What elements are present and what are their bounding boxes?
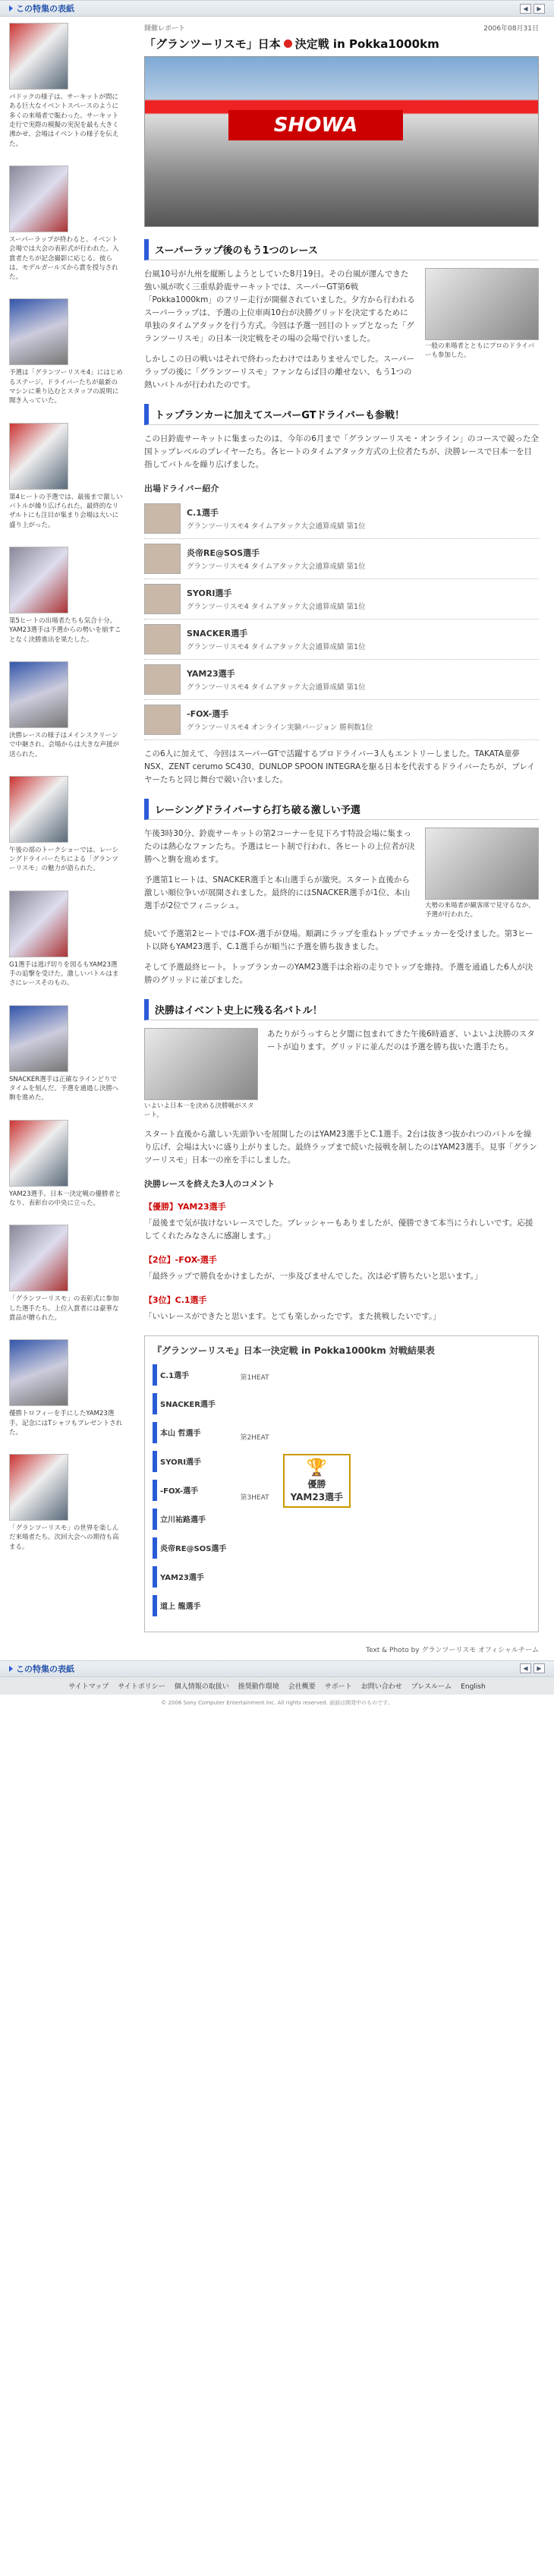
figure: いよいよ日本一を決める決勝戦がスタート。 bbox=[144, 1028, 258, 1121]
sidebar-photo-item: 決勝レースの様子はメインスクリーンで中継され、会場からは大きな声援が送られた。 bbox=[9, 661, 123, 759]
driver-item: 炎帝RE@SOS選手 グランツーリスモ4 タイムアタック大会通算成績 第1位 bbox=[144, 539, 539, 579]
photo bbox=[9, 661, 68, 728]
quotes-heading: 決勝レースを終えた3人のコメント bbox=[144, 1178, 275, 1189]
sidebar-photo-item: 予選は「グランツーリスモ4」にはじめるステージ、ドライバーたちが最新のマシンに乗り込むとスタッフの説明に聞き入っていた。 bbox=[9, 298, 123, 405]
hero-photo: SHOWA bbox=[144, 56, 539, 227]
feature-cover-link[interactable]: この特集の表紙 bbox=[9, 1663, 74, 1675]
footer-link[interactable]: サイトポリシー bbox=[118, 1682, 165, 1691]
report-label: 開催レポート bbox=[144, 25, 186, 33]
bracket-entry: C.1選手 bbox=[153, 1364, 226, 1386]
footer-link[interactable]: お問い合わせ bbox=[360, 1682, 402, 1691]
footer-link[interactable]: 個人情報の取扱い bbox=[174, 1682, 229, 1691]
section-heading: トップランカーに加えてスーパーGTドライバーも参戦！ bbox=[144, 404, 539, 425]
footer-link[interactable]: サポート bbox=[324, 1682, 352, 1691]
photo bbox=[9, 891, 68, 957]
sidebar bbox=[9, 23, 123, 1660]
page-title: 「グランツーリスモ」日本 決定戦 in Pokka1000km bbox=[144, 37, 439, 51]
driver-photo bbox=[144, 624, 181, 654]
next-button[interactable]: ▶ bbox=[534, 1663, 545, 1673]
arrow-icon bbox=[9, 1666, 13, 1672]
arrow-icon bbox=[9, 5, 13, 11]
next-button[interactable]: ▶ bbox=[534, 4, 545, 14]
section-heading: 決勝はイベント史上に残る名バトル！ bbox=[144, 999, 539, 1020]
main-content: 開催レポート 2006年08月31日 「グランツーリスモ」日本 決定戦 in Pokka1000km SHOWA スーパーラップ後のもう1つのレース 台風10号が九州を縦断しようとしていた8月19日。その台風が運んできた強い風が吹く三重県鈴鹿サーキットでは、スーパーGT第6戦「Pokka1000km」のフリー走行が開催されていました。夕方から行われるスーパーラップは、予選の上位車両10台が決勝グリッドを決定するために単独のタイムアタックを行う方式。今回は予選一回目のトップとなった「グランツーリスモ」の日本一決定戦をその場の会場で行いました。 しかしこの日の戦いはそれで終わったわけではありませんでした。スーパーラップの後に「グランツーリスモ」ファンならば目の離せない、もう1つの熱いバトルが行われたのです。 一般の来場者とともにプロのドライバーも参加した。 トップランカーに加えてスーパーGTドライバーも参戦！ この日鈴鹿サーキットに集まったのは、今年の6月まで「グランツーリスモ・オンライン」のコースで競った全国トップレベルのプレイヤーたち。各ヒートのタイムアタック方式の上位者たちが、決勝レースで日本一を目指してバトルを繰り広げました。 出場ドライバー紹介 C.1選手 グランツーリスモ4 タイムアタック大会通算成績 第1位 炎帝RE@SOS選手 グランツーリスモ4 タイムアタック大会通算成績 第1位 SYORI選手 グランツーリスモ4 タイムアタック大会通算成績 第1位 SNACKER選手 グランツーリスモ4 タイムアタック大会通算成績 第1位 YAM23選手 グランツーリスモ4 タイムアタック大会通算成績 第1位 -FOX-選手 グランツーリスモ4 オンライン実験バージョン 勝利数1位 この6人に加えて、今回はスーパーGTで活躍するプロドライバー3人もエントリーしました。TAKATA童夢NSX、ZENT cerumo SC430、DUNLOP SPOON INTEGRAを駆る日本を代表するドライバーたちが、プレイヤーたちと同じ舞台で競い合いました。 レーシングドライバーすら打ち破る激しい予選 午後3時30分、鈴鹿サーキットの第2コーナーを見下ろす特設会場に集まったのは熱心なファンたち。予選はヒート制で行われ、各ヒートの上位者が決勝へと駒を進めます。 予選第1ヒートは、SNACKER選手と本山選手らが激突。スタート直後から激しい順位争いが展開されました。最終的にはSNACKER選手が1位、本山選手が2位でフィニッシュ。 大勢の来場者が観客席で見守るなか、予選が行われた。 続いて予選第2ヒートでは-FOX-選手が登場。順調にラップを重ねトップでチェッカーを受けました。第3ヒート以降もYAM23選手、C.1選手らが順当に予選を勝ち抜きました。 そして予選最終ヒート。トップランカーのYAM23選手は余裕の走りでトップを維持。予選を通過した6人が決勝のグリッドに並びました。 決勝はイベント史上に残る名バトル！ いよいよ日本一を決める決勝戦がスタート。 あたりがうっすらと夕闇に包まれてきた午後6時過ぎ、いよいよ決勝のスタートが迫ります。グリッドに並んだのは予選を勝ち抜いた選手たち。 スタート直後から激しい先頭争いを展開したのはYAM23選手とC.1選手。2台は抜きつ抜かれつのバトルを繰り広げ、会場は大いに盛り上がりました。最終ラップまで続いた接戦を制したのはYAM23選手。見事「グランツーリスモ」日本一の座を手にしました。 決勝レースを終えた3人のコメント 【優勝】YAM23選手 「最後まで気が抜けないレースでした。プレッシャーもありましたが、優勝できて本当にうれしいです。応援してくれたみなさんに感謝します。」 【2位】-FOX-選手 「最終ラップで勝負をかけましたが、一歩及びませんでした。次は必ず勝ちたいと思います。」 【3位】C.1選手 「いいレースができたと思います。とても楽しかったです。また挑戦したいです。」 『グランツーリスモ』日本一決定戦 in Pokka1000km 対戦結果表 C.1選手 SNACKER選手 本山 哲選手 SYORI選手 -FOX-選手 立川祐路選手 炎帝RE@SOS選手 YAM23選手 道上 龍選手 第1HEAT 第2HEAT 第3HEAT 🏆 優勝 YAM23選手 Text & Photo by グランツーリスモ オフィシャルチーム bbox=[144, 23, 539, 1660]
driver-photo bbox=[144, 664, 181, 695]
bracket-entry: SNACKER選手 bbox=[153, 1393, 226, 1414]
photo bbox=[9, 298, 68, 365]
drivers-heading: 出場ドライバー紹介 bbox=[144, 484, 219, 493]
bottom-nav-bar bbox=[0, 1660, 554, 1677]
driver-photo bbox=[144, 544, 181, 574]
sidebar-photo-item: パドックの様子は、サーキットが間にある巨大なイベントスペースのように多くの来場者で賑わった。サーキット走行で実際の模擬の実況を最も大きく沸かせ、会場はイベントの様子を伝えた。 bbox=[9, 23, 123, 149]
sidebar-photo-item: 優勝トロフィーを手にしたYAM23選手。記念にはTシャツもプレゼントされた。 bbox=[9, 1339, 123, 1437]
copyright: © 2006 Sony Computer Entertainment Inc. All rights reserved. 画面は開発中のものです。 bbox=[161, 1699, 393, 1706]
date: 2006年08月31日 bbox=[483, 25, 539, 33]
photo bbox=[425, 828, 539, 900]
sidebar-photo-item: G1選手は逃げ切りを図るもYAM23選手の追撃を受けた。激しいバトルはまさにレースそのもの。 bbox=[9, 891, 123, 988]
photo bbox=[9, 1005, 68, 1072]
bracket-entry: SYORI選手 bbox=[153, 1451, 226, 1472]
driver-item: -FOX-選手 グランツーリスモ4 オンライン実験バージョン 勝利数1位 bbox=[144, 700, 539, 740]
bracket-entry: YAM23選手 bbox=[153, 1566, 226, 1588]
bracket-entry: 道上 龍選手 bbox=[153, 1595, 226, 1616]
bracket-entries bbox=[153, 1364, 226, 1624]
photo bbox=[9, 1120, 68, 1187]
photo bbox=[9, 423, 68, 490]
section-heading: スーパーラップ後のもう1つのレース bbox=[144, 239, 539, 260]
section-heading: レーシングドライバーすら打ち破る激しい予選 bbox=[144, 799, 539, 820]
japan-flag-icon bbox=[284, 39, 292, 48]
footer-link[interactable]: プレスルーム bbox=[411, 1682, 452, 1691]
prev-button[interactable]: ◀ bbox=[520, 4, 531, 14]
sidebar-photo-item: 「グランツーリスモ」の表彰式に参加した選手たち。上位入賞者には豪華な賞品が贈られた。 bbox=[9, 1225, 123, 1323]
photo bbox=[9, 776, 68, 843]
figure: 大勢の来場者が観客席で見守るなか、予選が行われた。 bbox=[425, 828, 539, 920]
driver-list bbox=[144, 499, 539, 740]
figure: 一般の来場者とともにプロのドライバーも参加した。 bbox=[425, 268, 539, 392]
driver-photo bbox=[144, 503, 181, 534]
top-nav-bar bbox=[0, 0, 554, 17]
sidebar-photo-item: 「グランツーリスモ」の世界を楽しんだ来場者たち。次回大会への期待も高まる。 bbox=[9, 1454, 123, 1552]
driver-item: YAM23選手 グランツーリスモ4 タイムアタック大会通算成績 第1位 bbox=[144, 660, 539, 700]
photo bbox=[9, 23, 68, 90]
photo bbox=[9, 547, 68, 613]
pager bbox=[520, 4, 545, 14]
footer-links bbox=[0, 1677, 554, 1695]
bracket-entry: -FOX-選手 bbox=[153, 1480, 226, 1501]
footer-link[interactable]: 会社概要 bbox=[288, 1682, 316, 1691]
photo bbox=[9, 1454, 68, 1521]
trophy-icon: 🏆 bbox=[306, 1458, 328, 1477]
photo bbox=[144, 1028, 258, 1100]
prev-button[interactable]: ◀ bbox=[520, 1663, 531, 1673]
driver-item: C.1選手 グランツーリスモ4 タイムアタック大会通算成績 第1位 bbox=[144, 499, 539, 539]
bracket-entry: 炎帝RE@SOS選手 bbox=[153, 1537, 226, 1559]
photo bbox=[9, 1225, 68, 1291]
sidebar-photo-item: SNACKER選手は正確なラインどりでタイムを刻んだ。予選を通過し決勝へ駒を進めた。 bbox=[9, 1005, 123, 1103]
photo bbox=[9, 166, 68, 232]
heat-label: 第1HEAT bbox=[240, 1373, 269, 1382]
driver-item: SYORI選手 グランツーリスモ4 タイムアタック大会通算成績 第1位 bbox=[144, 579, 539, 620]
photo bbox=[9, 1339, 68, 1406]
sidebar-photo-item: 第5ヒートの出場者たちも気合十分。YAM23選手は予選からの勢いを崩すことなく決勝進出を果たした。 bbox=[9, 547, 123, 645]
footer-link[interactable]: 推奨動作環境 bbox=[238, 1682, 279, 1691]
winner-box: 🏆 優勝 YAM23選手 bbox=[283, 1454, 351, 1508]
credit: Text & Photo by グランツーリスモ オフィシャルチーム bbox=[366, 1646, 539, 1654]
driver-item: SNACKER選手 グランツーリスモ4 タイムアタック大会通算成績 第1位 bbox=[144, 620, 539, 660]
feature-cover-link[interactable]: この特集の表紙 bbox=[9, 2, 74, 14]
bracket-entry: 立川祐路選手 bbox=[153, 1509, 226, 1530]
footer-link[interactable]: English bbox=[461, 1682, 486, 1691]
sidebar-photo-item: 第4ヒートの予選では、最後まで激しいバトルが繰り広げられた。最終的なリザルトにも注目が集まり会場は大いに盛り上がった。 bbox=[9, 423, 123, 530]
heat-label: 第3HEAT bbox=[240, 1493, 269, 1502]
heat-label: 第2HEAT bbox=[240, 1433, 269, 1442]
results-bracket: 『グランツーリスモ』日本一決定戦 in Pokka1000km 対戦結果表 C.1選手 SNACKER選手 本山 哲選手 SYORI選手 -FOX-選手 立川祐路選手 炎帝RE@SOS選手 YAM23選手 道上 龍選手 第1HEAT 第2HEAT 第3HEAT 🏆 優勝 YAM23選手 bbox=[144, 1335, 539, 1632]
photo bbox=[425, 268, 539, 340]
footer-link[interactable]: サイトマップ bbox=[68, 1682, 109, 1691]
bracket-entry: 本山 哲選手 bbox=[153, 1422, 226, 1443]
driver-photo bbox=[144, 584, 181, 614]
bracket-heats bbox=[240, 1364, 269, 1544]
sidebar-photo-item: スーパーラップが終わると、イベント会場では大会の表彰式が行われた。入賞者たちが記念撮影に応じる。彼らは、モデルガールズから賞を授与された。 bbox=[9, 166, 123, 282]
sidebar-photo-item: 午後の部のトークショーでは、レーシングドライバーたちによる「グランツーリスモ」の魅力が語られた。 bbox=[9, 776, 123, 874]
sidebar-photo-item: YAM23選手。日本一決定戦の優勝者となり、表彰台の中央に立った。 bbox=[9, 1120, 123, 1209]
driver-photo bbox=[144, 705, 181, 735]
